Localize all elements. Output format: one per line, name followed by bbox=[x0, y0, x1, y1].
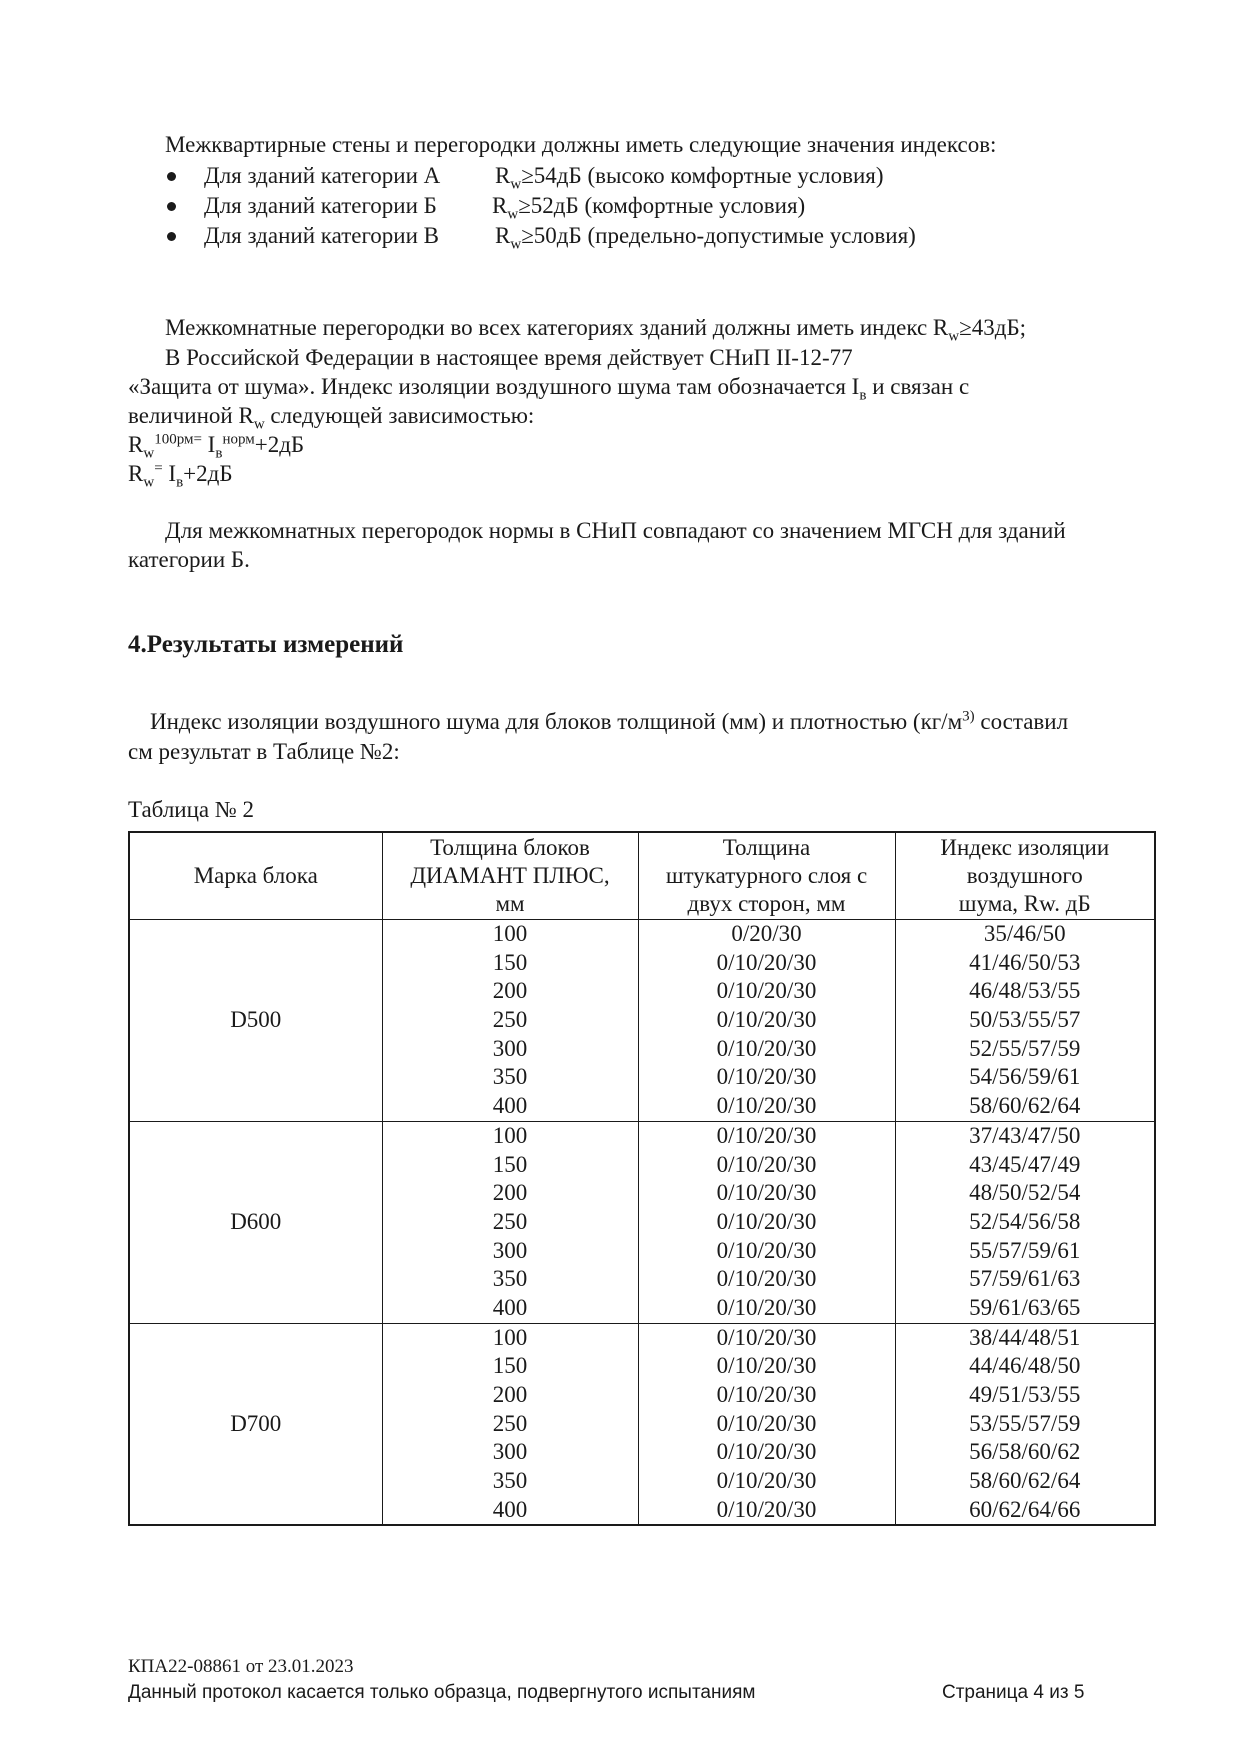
table-cell-value: 0/20/30 bbox=[731, 921, 802, 946]
table-cell-value: 57/59/61/63 bbox=[969, 1266, 1081, 1292]
table-cell-value: 0/10/20/30 bbox=[716, 1382, 817, 1407]
table-cell-value: 200 bbox=[492, 1180, 528, 1206]
table-cell-value: 56/58/60/62 bbox=[969, 1439, 1081, 1465]
table-cell-value: 0/10/20/30 bbox=[716, 1122, 817, 1148]
table-cell-value: 53/55/57/59 bbox=[969, 1410, 1081, 1436]
norms-line-1: Для межкомнатных перегородок нормы в СНиП совпадают со значением МГСН для зданий bbox=[165, 518, 1066, 543]
table-cell-value: 0/10/20/30 bbox=[716, 949, 817, 975]
table-cell-value: 350 bbox=[492, 1266, 528, 1292]
table-cell-value: 0/10/20/30 bbox=[716, 1266, 817, 1292]
category-label: Для зданий категории А bbox=[204, 163, 441, 188]
header-block-thickness: Толщина блоков ДИАМАНТ ПЛЮС, мм bbox=[382, 832, 638, 920]
table-cell-value: 350 bbox=[492, 1064, 528, 1090]
formula-1: $R_w^{100рм=}$ $I_в^{норм}+2дБ$ bbox=[128, 431, 305, 462]
table-cell-value: 0/10/20/30 bbox=[716, 1180, 817, 1206]
category-a-item bbox=[167, 161, 967, 191]
table-cell-value: 0/10/20/30 bbox=[716, 1410, 817, 1436]
table-cell-value: 0/10/20/30 bbox=[716, 1151, 817, 1177]
footer-disclaimer: Данный протокол касается только образца, подвергнутого испытаниям bbox=[128, 1682, 756, 1703]
category-v-item bbox=[167, 221, 967, 251]
insulation-index-cell bbox=[895, 920, 1155, 1122]
table-cell-value: 0/10/20/30 bbox=[716, 978, 817, 1004]
plaster-thickness-cell bbox=[638, 920, 895, 1122]
table-cell-value: 0/10/20/30 bbox=[716, 1208, 817, 1234]
snip-line-1: В Российской Федерации в настоящее время действует СНиП II-12-77 bbox=[165, 345, 853, 370]
table-cell-value: 0/10/20/30 bbox=[716, 1468, 817, 1494]
table-caption: Таблица № 2 bbox=[128, 797, 255, 822]
table-cell-value: 38/44/48/51 bbox=[969, 1324, 1081, 1350]
table-cell-value: 55/57/59/61 bbox=[969, 1237, 1081, 1263]
table-cell-value: 0/10/20/30 bbox=[716, 1064, 817, 1090]
brand-cell: D600 bbox=[129, 1121, 382, 1323]
norms-line-2: категории Б. bbox=[128, 547, 250, 572]
category-value: $R_w\ge 52дБ$ (комфортные условия) bbox=[492, 193, 806, 223]
table-cell-value: 0/10/20/30 bbox=[716, 1439, 817, 1465]
table-cell-value: 58/60/62/64 bbox=[969, 1468, 1081, 1494]
plaster-thickness-cell bbox=[638, 1323, 895, 1525]
table-cell-value: 150 bbox=[492, 1353, 528, 1379]
table-cell-value: 400 bbox=[492, 1294, 528, 1320]
table-cell-value: 60/62/64/66 bbox=[969, 1496, 1081, 1522]
table-cell-value: 100 bbox=[492, 921, 528, 946]
block-thickness-cell bbox=[382, 920, 638, 1122]
insulation-index-cell bbox=[895, 1323, 1155, 1525]
section-heading: 4.Результаты измерений bbox=[128, 631, 404, 658]
brand-cell: D500 bbox=[129, 920, 382, 1122]
category-value: $R_w\ge 54дБ$ (высоко комфортные условия) bbox=[495, 163, 884, 193]
table-cell-value: 54/56/59/61 bbox=[969, 1064, 1081, 1090]
table-cell-value: 0/10/20/30 bbox=[716, 1007, 817, 1033]
block-thickness-cell bbox=[382, 1121, 638, 1323]
table-cell-value: 400 bbox=[492, 1093, 528, 1119]
category-b-item bbox=[167, 191, 967, 221]
category-value: $R_w\ge 50дБ$ (предельно-допустимые условия) bbox=[495, 223, 916, 253]
footer-page-number: Страница 4 из 5 bbox=[942, 1682, 1085, 1703]
table-cell-value: 200 bbox=[492, 1382, 528, 1407]
table-cell-value: 37/43/47/50 bbox=[969, 1122, 1081, 1148]
footer-doc-ref: КПА22-08861 от 23.01.2023 bbox=[128, 1656, 354, 1677]
results-intro-line-1: Индекс изоляции воздушного шума для блоков толщиной (мм) и плотностью ($кг/м^{3)}$ составил bbox=[150, 708, 1069, 734]
intro-text: Межквартирные стены и перегородки должны иметь следующие значения индексов: bbox=[165, 132, 997, 157]
table-cell-value: 0/10/20/30 bbox=[716, 1294, 817, 1320]
table-cell-value: 250 bbox=[492, 1007, 528, 1033]
header-plaster-thickness: Толщина штукатурного слоя с двух сторон, мм bbox=[638, 832, 895, 920]
table-cell-value: 350 bbox=[492, 1468, 528, 1494]
table-cell-value: 200 bbox=[492, 978, 528, 1004]
formula-2: $R_w^=$ $I_в+2дБ$ bbox=[128, 460, 233, 491]
table-cell-value: 150 bbox=[492, 949, 528, 975]
table-cell-value: 0/10/20/30 bbox=[716, 1353, 817, 1379]
results-intro-line-2: см результат в Таблице №2: bbox=[128, 739, 400, 764]
table-cell-value: 50/53/55/57 bbox=[969, 1007, 1081, 1033]
table-cell-value: 44/46/48/50 bbox=[969, 1353, 1081, 1379]
table-cell-value: 52/54/56/58 bbox=[969, 1208, 1081, 1234]
table-cell-value: 46/48/53/55 bbox=[969, 978, 1081, 1004]
header-brand: Марка блока bbox=[129, 832, 382, 920]
table-cell-value: 0/10/20/30 bbox=[716, 1496, 817, 1522]
table-group-row bbox=[129, 1121, 1155, 1323]
block-thickness-cell bbox=[382, 1323, 638, 1525]
bullet-icon bbox=[167, 172, 176, 181]
table-group-row bbox=[129, 1323, 1155, 1525]
table-cell-value: 400 bbox=[492, 1496, 528, 1522]
table-group-row bbox=[129, 920, 1155, 1122]
table-cell-value: 100 bbox=[492, 1324, 528, 1350]
table-header-row bbox=[129, 832, 1155, 920]
table-cell-value: 0/10/20/30 bbox=[716, 1035, 817, 1061]
snip-line-3: величиной $R_w$ следующей зависимостью: bbox=[128, 403, 535, 433]
insulation-index-cell bbox=[895, 1121, 1155, 1323]
results-table bbox=[128, 831, 1156, 1526]
table-cell-value: 41/46/50/53 bbox=[969, 949, 1081, 975]
table-cell-value: 35/46/50 bbox=[983, 921, 1066, 946]
table-cell-value: 0/10/20/30 bbox=[716, 1237, 817, 1263]
table-cell-value: 0/10/20/30 bbox=[716, 1093, 817, 1119]
snip-line-2: «Защита от шума». Индекс изоляции воздушного шума там обозначается $I_в$ и связан с bbox=[128, 374, 970, 404]
bullet-icon bbox=[167, 232, 176, 241]
header-insulation-index: Индекс изоляции воздушного шума, Rw. дБ bbox=[895, 832, 1155, 920]
table-cell-value: 300 bbox=[492, 1035, 528, 1061]
plaster-thickness-cell bbox=[638, 1121, 895, 1323]
table-cell-value: 58/60/62/64 bbox=[969, 1093, 1081, 1119]
table-cell-value: 43/45/47/49 bbox=[969, 1151, 1081, 1177]
bullet-icon bbox=[167, 202, 176, 211]
category-label: Для зданий категории В bbox=[204, 223, 440, 248]
table-cell-value: 150 bbox=[492, 1151, 528, 1177]
table-cell-value: 250 bbox=[492, 1410, 528, 1436]
brand-cell: D700 bbox=[129, 1323, 382, 1525]
table-cell-value: 300 bbox=[492, 1237, 528, 1263]
table-cell-value: 48/50/52/54 bbox=[969, 1180, 1081, 1206]
category-label: Для зданий категории Б bbox=[204, 193, 437, 218]
table-cell-value: 49/51/53/55 bbox=[969, 1382, 1081, 1407]
table-cell-value: 52/55/57/59 bbox=[969, 1035, 1081, 1061]
table-cell-value: 0/10/20/30 bbox=[716, 1324, 817, 1350]
table-cell-value: 250 bbox=[492, 1208, 528, 1234]
table-cell-value: 100 bbox=[492, 1122, 528, 1148]
table-cell-value: 59/61/63/65 bbox=[969, 1294, 1081, 1320]
table-cell-value: 300 bbox=[492, 1439, 528, 1465]
interroom-partitions-text: Межкомнатные перегородки во всех категориях зданий должны иметь индекс $R_w\ge 43дБ$; bbox=[165, 315, 1027, 345]
